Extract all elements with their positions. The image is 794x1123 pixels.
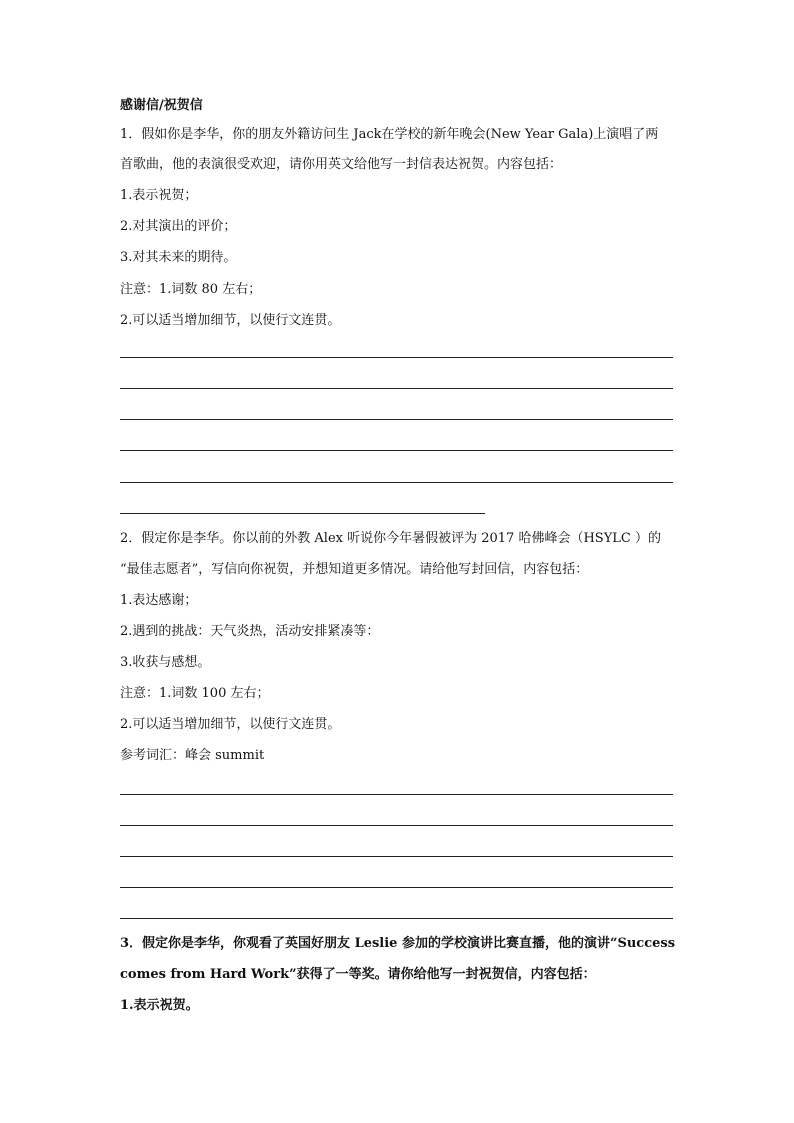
q1-prompt-line-2: 首歌曲，他的表演很受欢迎，请你用英文给他写一封信表达祝贺。内容包括： (120, 157, 563, 172)
q2-item-2: 2.遇到的挑战：天气炎热，活动安排紧凑等： (120, 624, 380, 639)
q3-item-1: 1.表示祝贺。 (120, 998, 199, 1013)
q1-item-3: 3.对其未来的期待。 (120, 250, 237, 265)
q3-prompt-line-2: comes from Hard Work”获得了一等奖。请你给他写一封祝贺信，内容包括： (120, 967, 596, 982)
q1-prompt-line-1: 1．假如你是李华，你的朋友外籍访问生 Jack在学校的新年晚会(New Year Gala)上演唱了两 (120, 127, 659, 142)
answer-line (120, 856, 673, 857)
q2-prompt-line-1: 2．假定你是李华。你以前的外教 Alex 听说你今年暑假被评为 2017 哈佛峰会（HSYLC ）的 (120, 531, 661, 546)
q1-note-2: 2.可以适当增加细节，以使行文连贯。 (120, 313, 341, 328)
q1-item-2: 2.对其演出的评价； (120, 219, 237, 234)
q1-note-1: 注意：1.词数 80 左右； (120, 282, 262, 297)
q3-prompt-line-1: 3．假定你是李华，你观看了英国好朋友 Leslie 参加的学校演讲比赛直播，他的演讲“Success (120, 936, 676, 951)
answer-line (120, 918, 673, 919)
q2-note-1: 注意：1.词数 100 左右； (120, 686, 270, 701)
answer-line (120, 388, 673, 389)
q2-vocab: 参考词汇：峰会 summit (120, 748, 265, 763)
answer-line (120, 825, 673, 826)
answer-line (120, 482, 673, 483)
q2-note-2: 2.可以适当增加细节，以使行文连贯。 (120, 717, 341, 732)
answer-line (120, 887, 673, 888)
answer-line (120, 357, 673, 358)
answer-line-short (120, 513, 485, 514)
q2-item-1: 1.表达感谢； (120, 593, 198, 608)
q2-item-3: 3.收获与感想。 (120, 655, 211, 670)
answer-line (120, 450, 673, 451)
q2-prompt-line-2: “最佳志愿者”，写信向你祝贺，并想知道更多情况。请给他写封回信，内容包括： (120, 562, 589, 577)
answer-line (120, 419, 673, 420)
answer-line (120, 794, 673, 795)
q1-item-1: 1.表示祝贺； (120, 188, 198, 203)
section-heading: 感谢信/祝贺信 (120, 98, 203, 113)
